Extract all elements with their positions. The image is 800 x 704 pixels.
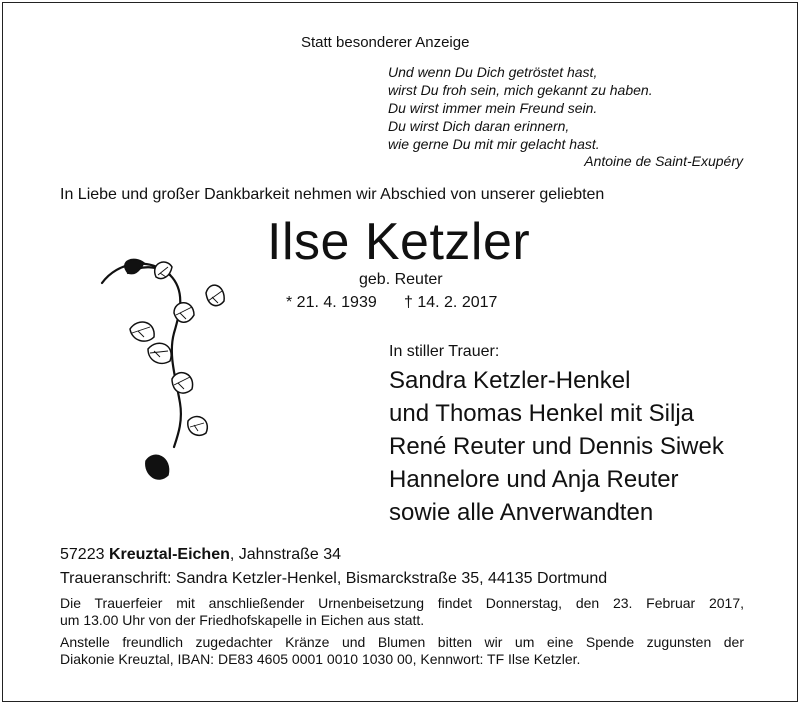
notice-line: Die Trauerfeier mit anschließender Urnenbeisetzung findet Donnerstag, den 23. Februar 2017, — [60, 595, 744, 611]
mourner-line: und Thomas Henkel mit Silja — [389, 400, 695, 427]
donation-notice — [60, 634, 744, 667]
poem-line: Du wirst immer mein Freund sein. — [388, 100, 598, 116]
funeral-notice — [60, 595, 744, 628]
notice-line: Anstelle freundlich zugedachter Kränze und Blumen bitten wir um eine Spende zugunsten der — [60, 634, 744, 650]
death-date: † 14. 2. 2017 — [404, 294, 498, 311]
notice-line: Diakonie Kreuztal, IBAN: DE83 4605 0001 0010 1030 00, Kennwort: TF Ilse Ketzler. — [60, 650, 581, 667]
town-name: Kreuztal-Eichen — [108, 546, 230, 563]
postal-code: 57223 — [60, 546, 105, 563]
mourner-line: René Reuter und Dennis Siwek — [389, 433, 724, 460]
deceased-name: Ilse Ketzler — [267, 213, 531, 271]
leaf-branch-illustration — [88, 253, 238, 503]
mourner-line: Sandra Ketzler-Henkel — [389, 367, 631, 394]
poem-line: wie gerne Du mit mir gelacht hast. — [388, 136, 600, 152]
poem-author: Antoine de Saint-Exupéry — [584, 153, 743, 169]
poem-line: Und wenn Du Dich getröstet hast, — [388, 64, 598, 80]
poem — [388, 63, 653, 153]
notice-header: Statt besonderer Anzeige — [301, 34, 470, 51]
poem-line: Du wirst Dich daran erinnern, — [388, 118, 570, 134]
mourner-line: sowie alle Anverwandten — [389, 499, 654, 526]
mourner-line: Hannelore und Anja Reuter — [389, 466, 679, 493]
mourners-list — [389, 364, 724, 529]
birth-date: * 21. 4. 1939 — [286, 294, 377, 311]
intro-text: In Liebe und großer Dankbarkeit nehmen wir Abschied von unserer geliebten — [60, 186, 605, 203]
street-name: , Jahnstraße 34 — [229, 546, 342, 563]
mourning-label: In stiller Trauer: — [389, 343, 500, 360]
notice-line: um 13.00 Uhr von der Friedhofskapelle in Eichen aus statt. — [60, 611, 425, 628]
birth-name: geb. Reuter — [359, 271, 443, 288]
poem-line: wirst Du froh sein, mich gekannt zu haben. — [388, 82, 653, 98]
residence-address — [60, 546, 341, 564]
condolence-address: Traueranschrift: Sandra Ketzler-Henkel, Bismarckstraße 35, 44135 Dortmund — [60, 570, 608, 587]
